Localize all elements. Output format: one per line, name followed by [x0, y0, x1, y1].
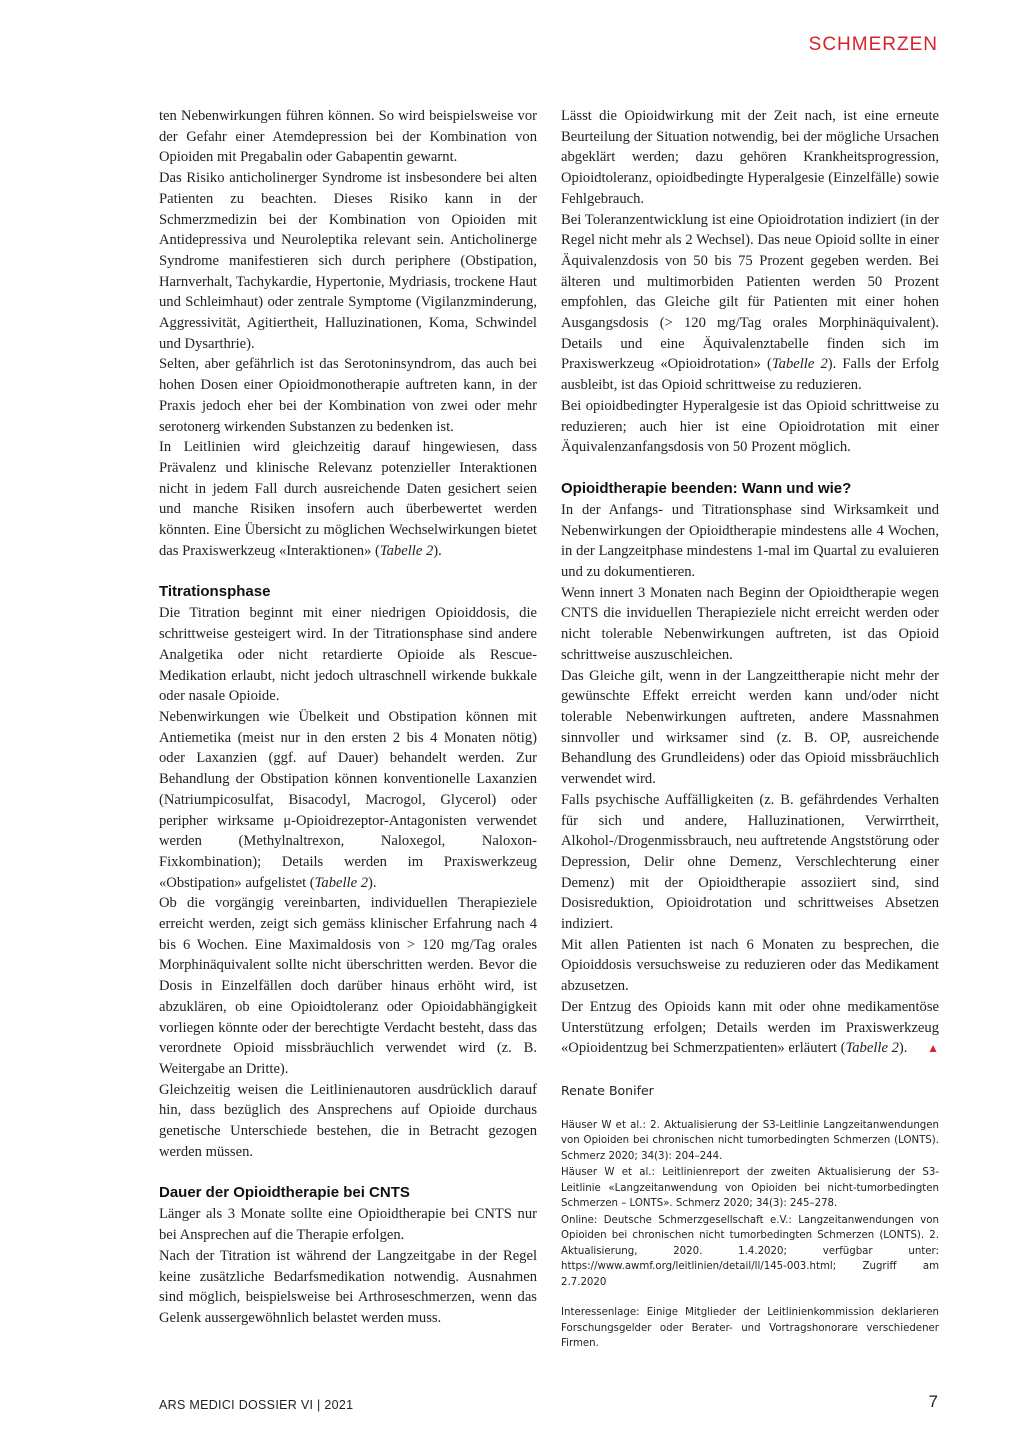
left-column	[159, 106, 537, 1329]
paragraph: Falls psychische Auffälligkeiten (z. B. gefährdendes Verhalten für sich und andere, Halluzinationen, Verwirrtheit, Alkohol-/Drogenmissbrauch, neu auftretende Angststörung oder Depression, Delir ohne Demenz, Verschlechterung einer Demenz) mit der Opioidtherapie assoziiert sind, sind Dosisreduktion, Opioidrotation und schrittweises Absetzen indiziert.	[561, 791, 939, 933]
right-column	[561, 106, 939, 1353]
paragraph: Bei opioidbedingter Hyperalgesie ist das Opioid schrittweise zu reduzieren; auch hier ist eine Opioidrotation mit einer Äquivalenzanfangsdosis von 50 Prozent möglich.	[561, 397, 939, 456]
paragraph: Bei Toleranzentwicklung ist eine Opioidrotation indiziert (in der Regel nicht mehr als 2 Wechsel). Das neue Opioid sollte in einer Äquivalenzdosis von 50 bis 75 Prozent gegeben werden. Bei älteren und multimorbiden Patienten werden 50 Prozent empfohlen, das Gleiche gilt für Patienten mit einer hohen Ausgangsdosis (> 120 mg/Tag orales Morphinäquivalent). Details und eine Äquivalenztabelle finden sich im Praxiswerkzeug «Opioidrotation» (Tabelle 2). Falls der Erfolg ausbleibt, ist das Opioid schrittweise zu reduzieren.	[561, 211, 939, 394]
paragraph: Das Gleiche gilt, wenn in der Langzeittherapie nicht mehr der gewünschte Effekt erreicht werden kann und/oder nicht tolerable Nebenwirkungen auftreten, andere Massnahmen sinnvoller und wirksamer sind (z. B. OP, ausreichende Behandlung des Grundleidens) oder das Opioid missbräuchlich verwendet wird.	[561, 667, 939, 788]
paragraph: In Leitlinien wird gleichzeitig darauf hingewiesen, dass Prävalenz und klinische Relevanz potenzieller Interaktionen nicht in jedem Fall durch ausreichende Daten gesichert seien und manche Risiken insofern auch überbewertet werden könnten. Eine Übersicht zu möglichen Wechselwirkungen bietet das Praxiswerkzeug «Interaktionen» (Tabelle 2).	[159, 439, 537, 559]
heading-beenden: Opioidtherapie beenden: Wann und wie?	[561, 479, 852, 497]
table-reference: Tabelle 2	[771, 356, 828, 373]
paragraph: Das Risiko anticholinerger Syndrome ist insbesondere bei alten Patienten zu beachten. Dieses Risiko kann in der Schmerzmedizin bei der Kombination von Opioiden mit Antidepressiva und Neuroleptika relevant sein. Anticholinerge Syndrome manifestieren sich durch periphere (Obstipation, Harnverhalt, Tachykardie, Hypertonie, Mydriasis, trockene Haut und Schleimhaut) oder zentrale Symptome (Vigilanzminderung, Aggressivität, Agitiertheit, Halluzinationen, Koma, Schwindel und Dysarthrie).	[159, 170, 537, 352]
paragraph: Gleichzeitig weisen die Leitlinienautoren ausdrücklich darauf hin, dass bezüglich des Ansprechens auf Opioide durchaus genetische Unterschiede bestehen, die in Betracht gezogen werden müssen.	[159, 1081, 537, 1160]
heading-titration: Titrationsphase	[159, 583, 271, 601]
table-reference: Tabelle 2	[379, 542, 434, 559]
reference-item: Häuser W et al.: 2. Aktualisierung der S3-Leitlinie Langzeitanwendungen von Opioiden bei chronischen nicht tumorbedingten Schmerzen (LONTS). Schmerz 2020; 34(3): 204–244.	[561, 1119, 939, 1162]
paragraph: Lässt die Opioidwirkung mit der Zeit nach, ist eine erneute Beurteilung der Situation notwendig, bei der mögliche Ursachen abgeklärt werden; dazu gehören Krankheitsprogression, Opioidtoleranz, opioidbedingte Hyperalgesie (Einzelfälle) sowie Fehlgebrauch.	[561, 108, 939, 207]
conflict-of-interest: Interessenlage: Einige Mitglieder der Leitlinienkommission deklarieren Forschungsgelder oder Berater- und Vortragshonorare verschiedener Firmen.	[561, 1307, 939, 1350]
paragraph: In der Anfangs- und Titrationsphase sind Wirksamkeit und Nebenwirkungen der Opioidtherapie mindestens alle 4 Wochen, in der Langzeitphase mindestens 1-mal im Quartal zu evaluieren und zu dokumentieren.	[561, 501, 939, 581]
end-mark-icon: ▲	[927, 1041, 939, 1056]
paragraph: Mit allen Patienten ist nach 6 Monaten zu besprechen, die Opioiddosis versuchsweise zu reduzieren oder das Medikament abzusetzen.	[561, 936, 939, 995]
reference-item: Online: Deutsche Schmerzgesellschaft e.V.: Langzeitanwendungen von Opioiden bei chronischen nicht tumorbedingten Schmerzen (LONTS). 2. Aktualisierung, 2020. 1.4.2020; verfügbar unter: https://www.awmf.org/leitlinien/detail/ll/145-003.html; Zugriff am 2.7.2020	[561, 1214, 939, 1288]
paragraph: Nach der Titration ist während der Langzeitgabe in der Regel keine zusätzliche Bedarfsmedikation notwendig. Ausnahmen sind möglich, beispielsweise bei Arthroseschmerzen, wenn das Gelenk aussergewöhnlich belastet werden muss.	[159, 1247, 537, 1326]
paragraph: Nebenwirkungen wie Übelkeit und Obstipation können mit Antiemetika (meist nur in den ersten 2 bis 4 Monaten nötig) oder Laxanzien (ggf. auf Dauer) behandelt werden. Zur Behandlung der Obstipation können konventionelle Laxanzien (Natriumpicosulfat, Bisacodyl, Macrogol, Glycerol) oder peripher wirksame μ-Opioidrezeptor-Antagonisten verwendet werden (Methylnaltrexon, Naloxegol, Naloxon-Fixkombination); Details werden im Praxiswerkzeug «Obstipation» aufgelistet (Tabelle 2).	[159, 708, 537, 891]
paragraph: Länger als 3 Monate sollte eine Opioidtherapie bei CNTS nur bei Ansprechen auf die Therapie erfolgen.	[159, 1206, 537, 1244]
paragraph: Wenn innert 3 Monaten nach Beginn der Opioidtherapie wegen CNTS die inviduellen Therapieziele nicht erreicht werden oder nicht tolerable Nebenwirkungen auftreten, ist das Opioid schrittweise auszuschleichen.	[561, 584, 939, 663]
section-label: SCHMERZEN	[808, 34, 938, 55]
paragraph: ten Nebenwirkungen führen können. So wird beispielsweise vor der Gefahr einer Atemdepression bei der Kombination von Opioiden mit Pregabalin oder Gabapentin gewarnt.	[159, 108, 537, 166]
table-reference: Tabelle 2	[845, 1040, 899, 1057]
references	[561, 1118, 939, 1352]
page-number: 7	[928, 1392, 938, 1411]
table-reference: Tabelle 2	[314, 874, 369, 891]
paragraph: Die Titration beginnt mit einer niedrigen Opioiddosis, die schrittweise gesteigert wird. In der Titrationsphase sind andere Analgetika oder nicht retardierte Opioide als Rescue-Medikation erlaubt, nicht jedoch ultraschnell wirkende bukkale oder nasale Opioide.	[159, 605, 537, 705]
author-name: Renate Bonifer	[561, 1082, 654, 1098]
paragraph: Selten, aber gefährlich ist das Serotoninsyndrom, das auch bei hohen Dosen einer Opioidmonotherapie auftreten kann, in der Praxis jedoch eher bei der Kombination von zwei oder mehr serotonerg wirkenden Substanzen zu bedenken ist.	[159, 356, 537, 435]
heading-dauer: Dauer der Opioidtherapie bei CNTS	[159, 1184, 410, 1202]
paragraph: Der Entzug des Opioids kann mit oder ohne medikamentöse Unterstützung erfolgen; Details werden im Praxiswerkzeug «Opioidentzug bei Schmerzpatienten» erläutert (Tabelle 2). ▲	[561, 997, 939, 1059]
paragraph: Ob die vorgängig vereinbarten, individuellen Therapieziele erreicht werden, zeigt sich gemäss klinischer Erfahrung nach 4 bis 6 Wochen. Eine Maximaldosis von > 120 mg/Tag orales Morphinäquivalent sollte nicht überschritten werden. Bevor die Dosis in Einzelfällen doch darüber hinaus erhöht wird, ist abzuklären, ob eine Opioidtoleranz oder Opioidabhängigkeit vorliegen könnte oder der berechtigte Verdacht besteht, dass das verordnete Opioid missbräuchlich verwendet wird (z. B. Weitergabe an Dritte).	[159, 895, 537, 1077]
reference-item: Häuser W et al.: Leitlinienreport der zweiten Aktualisierung der S3-Leitlinie «Langzeitanwendung von Opioiden bei nicht-tumorbedingten Schmerzen – LONTS». Schmerz 2020; 34(3): 245–278.	[561, 1167, 939, 1210]
publication-footer: ARS MEDICI DOSSIER VI | 2021	[159, 1398, 354, 1412]
